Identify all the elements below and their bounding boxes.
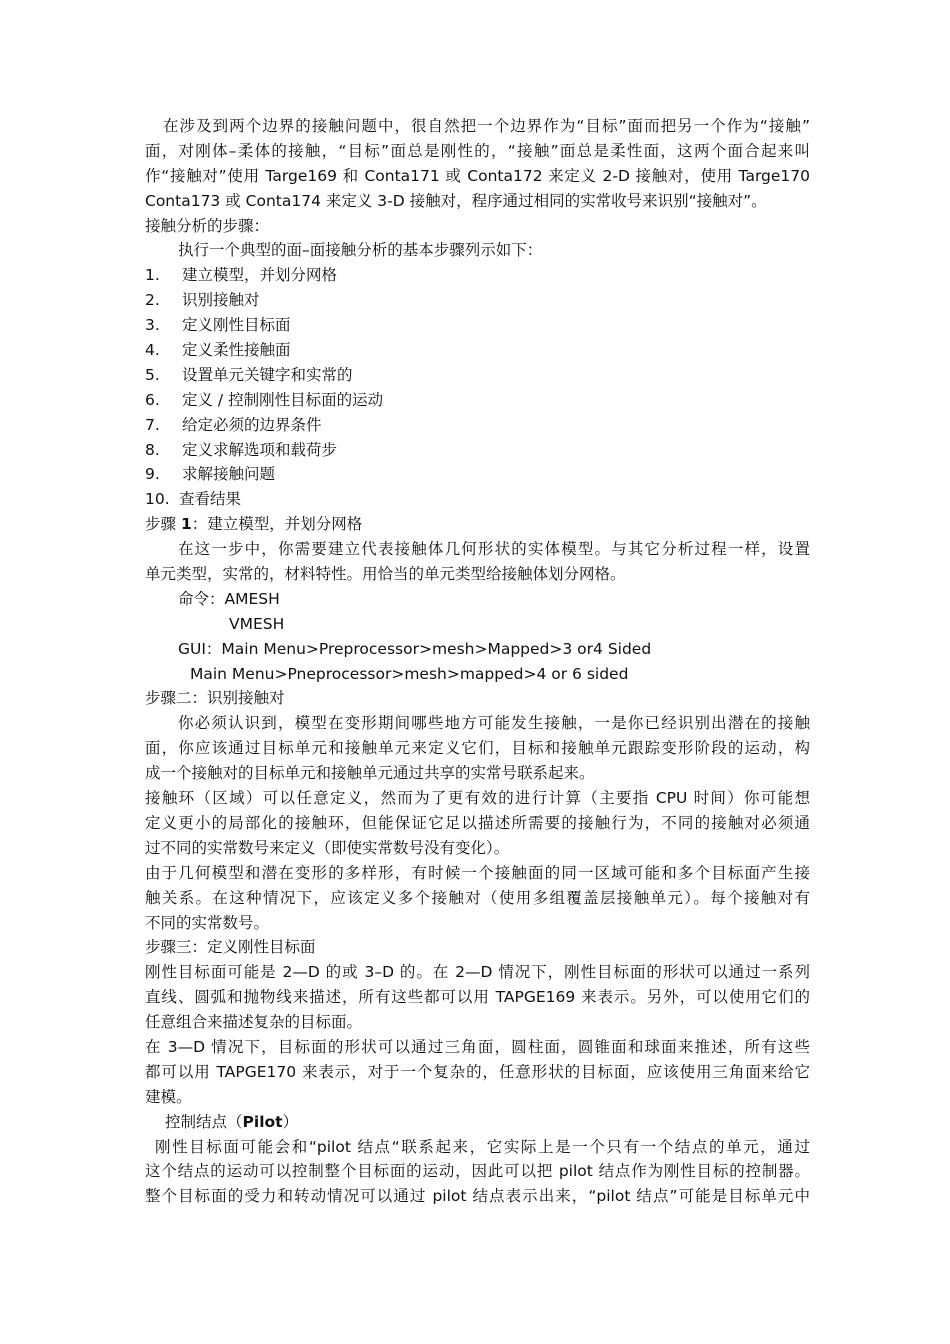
- intro-line-2: 面，对刚体–柔体的接触，“目标”面总是刚性的，“接触”面总是柔性面，这两个面合起来叫: [145, 141, 810, 160]
- step3-p3-line-3: 整个目标面的受力和转动情况可以通过 pilot 结点表示出来，“pilot 结点”可能是目标单元中: [145, 1187, 810, 1206]
- pilot-heading-bold: Pilot: [242, 1112, 283, 1131]
- list-item-text: 设置单元关键字和实常的: [182, 365, 353, 384]
- list-item: [145, 363, 810, 388]
- step2-p3-line-1: 由于几何模型和潜在变形的多样形，有时候一个接触面的同一区域可能和多个目标面产生接: [145, 863, 810, 882]
- step1-heading-text: ：建立模型，并划分网格: [191, 515, 363, 534]
- list-item-number: 1.: [145, 266, 160, 285]
- list-item-number: 2.: [145, 291, 160, 310]
- list-item-text: 定义刚性目标面: [182, 316, 291, 335]
- list-item: [145, 313, 810, 338]
- steps-intro: 执行一个典型的面–面接触分析的基本步骤列示如下：: [178, 241, 543, 260]
- gui-path-1: GUI：Main Menu>Preprocessor>mesh>Mapped>3 or4 Sided: [178, 639, 652, 658]
- step2-p2-line-2: 定义更小的局部化的接触环，但能保证它足以描述所需要的接触行为，不同的接触对必须通: [145, 813, 810, 832]
- step1-paragraph-line-1: 在这一步中，你需要建立代表接触体几何形状的实体模型。与其它分析过程一样，设置: [178, 540, 810, 559]
- list-item-number: 3.: [145, 316, 160, 335]
- step2-p2-line-3: 过不同的实常数号来定义（即使实常数号没有变化）。: [145, 838, 510, 857]
- list-item: [145, 413, 810, 438]
- command-line-2: VMESH: [229, 614, 285, 633]
- command-line: 命令：AMESH: [178, 589, 280, 608]
- step2-p1-line-3: 成一个接触对的目标单元和接触单元通过共享的实常号联系起来。: [145, 764, 595, 783]
- list-item-text: 求解接触问题: [182, 465, 276, 484]
- step3-p1-line-3: 任意组合来描述复杂的目标面。: [145, 1013, 363, 1032]
- step2-p1-line-2: 面，你应该通过目标单元和接触单元来定义它们，目标和接触单元跟踪变形阶段的运动，构: [145, 739, 810, 758]
- pilot-heading-suffix: ）: [282, 1112, 299, 1131]
- list-item: [145, 388, 810, 413]
- list-item-text: 定义柔性接触面: [182, 341, 291, 360]
- steps-heading: 接触分析的步骤：: [145, 216, 270, 235]
- list-item: [145, 438, 810, 463]
- step1-heading-number: 1: [180, 515, 192, 534]
- step2-p2-line-1: 接触环（区域）可以任意定义，然而为了更有效的进行计算（主要指 CPU 时间）你可能想: [145, 789, 810, 808]
- pilot-heading-prefix: 控制结点（: [165, 1112, 243, 1131]
- step3-p1-line-2: 直线、圆弧和抛物线来描述，所有这些都可以用 TAPGE169 来表示。另外，可以使用它们的: [145, 988, 810, 1007]
- list-item-number: 9.: [145, 465, 160, 484]
- list-item-number: 10.: [145, 490, 170, 509]
- list-item-number: 6.: [145, 390, 160, 409]
- step2-heading: 步骤二：识别接触对: [145, 689, 285, 708]
- step1-heading: [145, 512, 810, 537]
- step2-p1-line-1: 你必须认识到，模型在变形期间哪些地方可能发生接触，一是你已经识别出潜在的接触: [178, 714, 810, 733]
- list-item-number: 5.: [145, 365, 160, 384]
- step1-heading-prefix: 步骤: [145, 515, 181, 534]
- step3-p3-line-2: 这个结点的运动可以控制整个目标面的运动，因此可以把 pilot 结点作为刚性目标的控制器。: [145, 1162, 810, 1181]
- list-item-text: 识别接触对: [182, 291, 260, 310]
- step1-paragraph-line-2: 单元类型，实常的，材料特性。用恰当的单元类型给接触体划分网格。: [145, 565, 626, 584]
- step2-p3-line-2: 触关系。在这种情况下，应该定义多个接触对（使用多组覆盖层接触单元）。每个接触对有: [145, 888, 810, 907]
- pilot-heading: [145, 1110, 810, 1135]
- list-item: [145, 462, 810, 487]
- steps-list: [145, 263, 810, 512]
- step3-heading: 步骤三：定义刚性目标面: [145, 938, 316, 957]
- step3-p3-line-1: 刚性目标面可能会和“pilot 结点“联系起来，它实际上是一个只有一个结点的单元，通过: [155, 1137, 810, 1156]
- step3-p2-line-3: 建模。: [145, 1087, 192, 1106]
- step3-p2-line-1: 在 3—D 情况下，目标面的形状可以通过三角面，圆柱面，圆锥面和球面来推述，所有这些: [145, 1037, 810, 1056]
- step3-p1-line-1: 刚性目标面可能是 2—D 的或 3–D 的。在 2—D 情况下，刚性目标面的形状可以通过一系列: [145, 963, 810, 982]
- step2-p3-line-3: 不同的实常数号。: [145, 913, 270, 932]
- list-item: [145, 338, 810, 363]
- intro-line-3: 作“接触对”使用 Targe169 和 Conta171 或 Conta172 来定义 2-D 接触对，使用 Targe170: [145, 166, 810, 185]
- intro-line-4: Conta173 或 Conta174 来定义 3-D 接触对，程序通过相同的实常收号来识别“接触对”。: [145, 191, 767, 210]
- step3-p2-line-2: 都可以用 TAPGE170 来表示，对于一个复杂的，任意形状的目标面，应该使用三角面来给它: [145, 1062, 810, 1081]
- list-item: [145, 263, 810, 288]
- list-item-number: 8.: [145, 440, 160, 459]
- list-item-text: 建立模型，并划分网格: [182, 266, 338, 285]
- gui-path-2: Main Menu>Pneprocessor>mesh>mapped>4 or 6 sided: [190, 664, 629, 683]
- list-item-text: 查看结果: [179, 490, 242, 509]
- list-item: [145, 288, 810, 313]
- list-item-text: 定义 / 控制刚性目标面的运动: [182, 390, 384, 409]
- document-page: [145, 114, 810, 1209]
- list-item-number: 7.: [145, 415, 160, 434]
- list-item-text: 给定必须的边界条件: [182, 415, 322, 434]
- list-item-text: 定义求解选项和载荷步: [182, 440, 338, 459]
- intro-line-1: 在涉及到两个边界的接触问题中，很自然把一个边界作为“目标”面而把另一个作为“接触”: [163, 117, 810, 135]
- list-item-number: 4.: [145, 341, 160, 360]
- list-item: [145, 487, 810, 512]
